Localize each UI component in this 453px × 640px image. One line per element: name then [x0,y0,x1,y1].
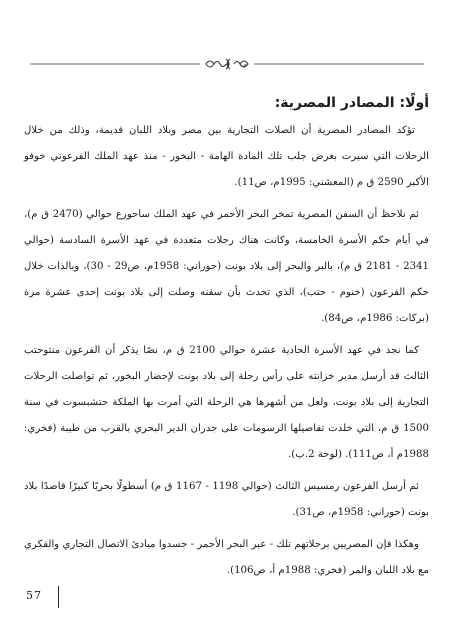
section-heading: أولًا: المصادر المصرية: [274,95,429,111]
paragraph-5: وهكذا فإن المصريين برحلاتهم تلك - عبر البحر الأحمر - جسدوا مبادئ الاتصال التجاري والفكري مع بلاد اللبان والمر (فخري: 1988م أ، ص106). [24,539,429,576]
page-number: 57 [26,589,42,602]
paragraph-3: كما نجد في عهد الأسرة الحادية عشرة حوالي 2100 ق م، نصًا يذكر أن الفرعون منتوحتب الثالث قد أرسل مدير خزانته على رأس رحلة إلى بلاد بونت لإحضار البخور، ثم تواصلت الرحلات التجارية إلى بلاد بونت، ولعل من أشهرها هي الرحلة التي أمرت بها الملكة حتشبسوت في سنة 1500 ق م، التي خلدت تفاصيلها الرسومات على جدران الدير البحري بالقرب من طيبة (فخري: 1988م أ، ص111). (لوحة 2.ب). [24,345,429,460]
document-body [24,90,429,590]
paragraph-2: ثم نلاحظ أن السفن المصرية تمخر البحر الأحمر في عهد الملك ساحورع حوالي (2470 ق م)، في أيام حكم الأسرة الخامسة، وكانت هناك رحلات متعددة في عهد الأسرة السادسة (حوالي 2341 - 2181 ق م)، بالبر والبحر إلى بلاد بونت (حوراني: 1958م، ص29 - 30)، وبالذات خلال حكم الفرعون (خنوم - حتب)، الذي تحدث بأن سفنه وصلت إلى بلاد بونت إحدى عشرة مرة (بركات: 1986م، ص84). [24,209,430,324]
paragraph-4: ثم أرسل الفرعون رمسيس الثالث (حوالي 1198 - 1167 ق م) أسطولًا بحريًا كبيرًا قاصدًا بلاد بونت (حوراني: 1958م، ص31). [24,481,429,518]
paragraph-1: تؤكد المصادر المصرية أن الصلات التجارية بين مصر وبلاد اللبان قديمة، وذلك من خلال الرحلات التي سيرت بغرض جلب تلك المادة الهامة - البخور - منذ عهد الملك الفرعوني خوفو الأكبر 2590 ق م (المعشني: 1995م، ص11). [24,125,429,188]
decorative-divider-ornament [30,56,424,72]
page-number-rule [58,586,59,608]
